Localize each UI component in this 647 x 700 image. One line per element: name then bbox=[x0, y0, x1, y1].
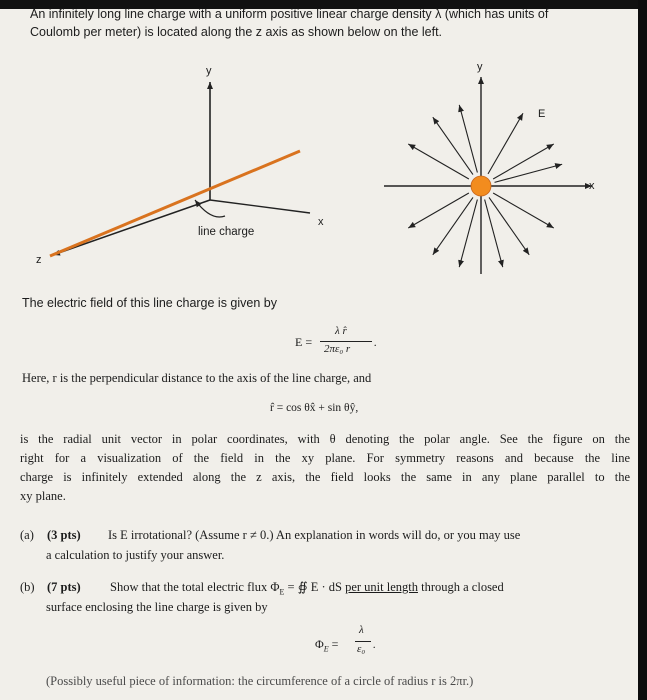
flux-eq-num: λ bbox=[359, 624, 364, 636]
part-b-pts: (7 pts) bbox=[47, 580, 81, 594]
right-e-label: E bbox=[538, 108, 546, 120]
field-arrow bbox=[485, 200, 503, 268]
part-a-text-1: Is E irrotational? (Assume r ≠ 0.) An explanation in words will do, or you may use bbox=[108, 528, 521, 542]
field-arrow bbox=[493, 193, 554, 228]
field-intro: The electric field of this line charge is given by bbox=[22, 296, 277, 310]
part-b-text-1-sub: E bbox=[279, 587, 285, 597]
field-arrow bbox=[489, 197, 529, 254]
field-eq-den: 2πε₀ r bbox=[324, 343, 351, 355]
field-eq-lhs: E = bbox=[295, 335, 313, 349]
field-eq-end: . bbox=[374, 335, 377, 349]
part-b-text-1a: Show that the total electric flux Φ bbox=[110, 580, 280, 594]
part-a-text-2: a calculation to justify your answer. bbox=[46, 548, 225, 562]
field-eq-bar bbox=[320, 341, 372, 342]
part-b-text-1c: through a closed bbox=[417, 580, 504, 594]
figures-svg bbox=[0, 0, 647, 300]
radial-field bbox=[384, 77, 592, 274]
field-arrow bbox=[433, 117, 473, 174]
part-a-label: (a) bbox=[20, 528, 34, 542]
field-arrow bbox=[459, 105, 477, 173]
field-eq-num: λ r̂ bbox=[335, 325, 347, 337]
line-charge-pointer bbox=[195, 200, 225, 217]
para-line-4: xy plane. bbox=[20, 489, 66, 503]
part-b-text-1u: per unit length bbox=[345, 580, 418, 594]
para-line-3: charge is infinitely extended along the z axis, the field looks the same in any plane parallel to the bbox=[20, 470, 630, 484]
right-x-label: x bbox=[589, 180, 595, 192]
left-y-label: y bbox=[206, 65, 212, 77]
flux-eq-sub: E bbox=[323, 644, 329, 654]
flux-eq-equals: = bbox=[331, 637, 339, 651]
intro-line-2: Coulomb per meter) is located along the z axis as shown below on the left. bbox=[30, 25, 443, 39]
flux-eq-den: ε₀ bbox=[357, 643, 366, 655]
part-b-text-1 bbox=[110, 580, 504, 597]
line-charge bbox=[50, 151, 300, 256]
rhat-eq: r̂ = cos θx̂ + sin θŷ, bbox=[270, 402, 359, 414]
flux-eq-bar bbox=[355, 641, 371, 642]
flux-eq-end: . bbox=[373, 637, 376, 651]
field-arrow bbox=[433, 197, 473, 254]
part-b-text-2: surface enclosing the line charge is given by bbox=[46, 600, 268, 614]
left-z-label: z bbox=[36, 254, 42, 266]
line-charge-caption: line charge bbox=[198, 226, 255, 238]
field-arrow bbox=[495, 164, 563, 182]
z-axis-left bbox=[53, 200, 210, 255]
field-arrow bbox=[408, 193, 469, 228]
para-line-1: is the radial unit vector in polar coordinates, with θ denoting the polar angle. See the figure on the bbox=[20, 432, 630, 446]
charge-dot bbox=[471, 176, 491, 196]
part-b-text-1b: = ∯ E · dS bbox=[284, 580, 346, 594]
field-arrow bbox=[459, 200, 477, 268]
left-x-label: x bbox=[318, 216, 324, 228]
x-axis-left bbox=[210, 200, 310, 213]
here-line: Here, r is the perpendicular distance to the axis of the line charge, and bbox=[22, 371, 372, 385]
part-b-label: (b) bbox=[20, 580, 35, 594]
flux-eq-phi: Φ bbox=[315, 637, 324, 651]
part-a-pts: (3 pts) bbox=[47, 528, 81, 542]
field-arrow bbox=[408, 144, 469, 179]
right-y-label: y bbox=[477, 61, 483, 73]
hint-line: (Possibly useful piece of information: the circumference of a circle of radius r is 2πr.) bbox=[46, 674, 474, 688]
flux-eq-lhs bbox=[315, 638, 338, 654]
intro-line-1: An infinitely long line charge with a uniform positive linear charge density λ (which has units of bbox=[30, 7, 549, 21]
para-line-2: right for a visualization of the field in the xy plane. For symmetry reasons and because the line bbox=[20, 451, 630, 465]
left-axes bbox=[50, 82, 310, 256]
